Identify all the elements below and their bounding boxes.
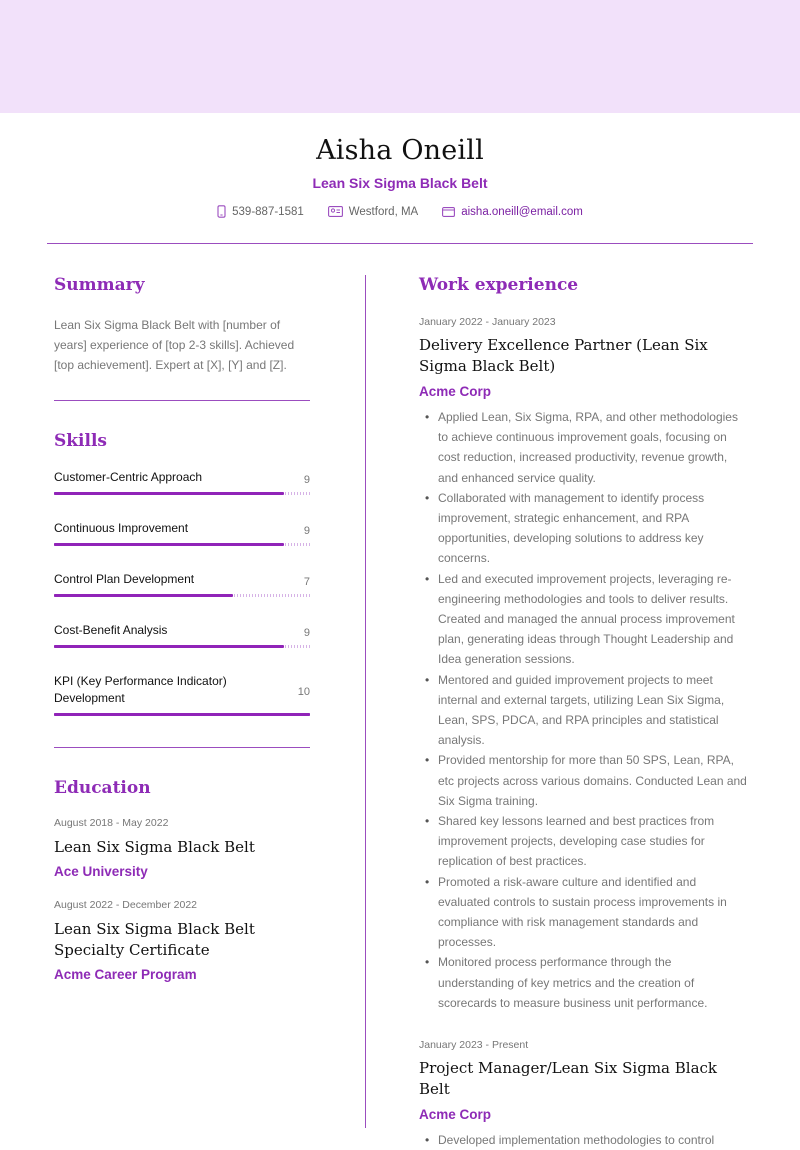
job-bullet: • Shared key lessons learned and best practices from improvement projects, developing case studies for replication of best practices. — [419, 811, 749, 872]
job-title: Delivery Excellence Partner (Lean Six Sigma Black Belt) — [419, 336, 708, 375]
skill-bar-fill — [54, 713, 310, 716]
skill-item — [54, 469, 310, 495]
contact-location — [328, 205, 418, 218]
skill-score: 9 — [303, 627, 310, 639]
header-band — [0, 0, 800, 113]
education-item — [54, 817, 310, 879]
skill-score: 7 — [303, 576, 310, 588]
job-date: January 2023 - Present — [419, 1039, 529, 1052]
job-company: Acme Corp — [419, 384, 492, 399]
email-link[interactable]: aisha.oneill@email.com — [461, 205, 583, 218]
phone-number: 539-887-1581 — [232, 205, 304, 218]
education-school: Ace University — [54, 864, 148, 879]
skill-name: Customer-Centric Approach — [54, 470, 203, 484]
skill-item — [54, 571, 310, 597]
job-title: Project Manager/Lean Six Sigma Black Belt — [419, 1059, 718, 1099]
skill-item — [54, 673, 310, 716]
job-bullet: • Led and executed improvement projects, leveraging re-engineering methodologies and tools to deliver results. Created and managed the annual process improvement plan, generating ideas through Thought Leadership and Idea generation sessions. — [419, 569, 749, 670]
column-divider — [365, 275, 366, 1128]
education-degree: Lean Six Sigma Black Belt Specialty Certificate — [54, 920, 255, 959]
skill-bar-fill — [54, 594, 233, 597]
job-entry — [419, 1039, 749, 1150]
job-bullet: • Collaborated with management to identify process improvement, strategic enhancement, and RPA opportunities, developing solutions to address key concerns. — [419, 488, 749, 569]
right-column — [419, 275, 749, 1150]
education-item — [54, 899, 310, 982]
job-entry — [419, 316, 749, 1013]
resume-header — [0, 113, 800, 218]
skill-name: Cost-Benefit Analysis — [54, 623, 168, 637]
job-bullets — [419, 1130, 749, 1150]
candidate-title: Lean Six Sigma Black Belt — [312, 175, 488, 191]
skill-bar-fill — [54, 543, 284, 546]
skill-score: 10 — [297, 686, 310, 698]
header-divider — [47, 243, 753, 244]
summary-text: Lean Six Sigma Black Belt with [number of years] experience of [top 2-3 skills]. Achieved [top achievement]. Expert at [X], [Y] and [Z]. — [54, 318, 295, 372]
skill-item — [54, 520, 310, 546]
contact-email[interactable] — [442, 205, 583, 218]
location-text: Westford, MA — [348, 205, 419, 218]
skill-name: Control Plan Development — [54, 572, 195, 586]
work-heading: Work experience — [419, 275, 579, 295]
education-date: August 2018 - May 2022 — [54, 817, 169, 829]
skill-name: KPI (Key Performance Indicator) Development — [54, 674, 227, 705]
summary-heading: Summary — [54, 275, 145, 295]
skill-bar — [54, 713, 310, 716]
skill-bar-fill — [54, 492, 284, 495]
skills-divider — [54, 747, 310, 748]
job-date: January 2022 - January 2023 — [419, 316, 556, 328]
skill-score: 9 — [303, 525, 310, 537]
job-bullet: • Applied Lean, Six Sigma, RPA, and other methodologies to achieve continuous improvement goals, focusing on cost reduction, increased productivity, revenue growth, and enhanced service quality. — [419, 407, 749, 488]
skill-score: 9 — [303, 474, 310, 486]
skill-bar — [54, 645, 310, 648]
job-bullet: • Monitored process performance through the understanding of key metrics and the creation of scorecards to measure business unit performance. — [419, 952, 749, 1013]
job-bullet: • Promoted a risk-aware culture and identified and evaluated controls to sustain process improvements in compliance with risk management standards and processes. — [419, 872, 749, 953]
job-bullet: • Mentored and guided improvement projects to meet internal and external targets, utilizing Lean Six Sigma, Lean, SPS, PDCA, and RPA principles and statistical analysis. — [419, 670, 749, 751]
job-bullets — [419, 407, 749, 1013]
contact-bar — [0, 205, 800, 218]
education-date: August 2022 - December 2022 — [54, 899, 198, 911]
left-column — [54, 275, 310, 982]
email-icon — [442, 207, 455, 217]
location-icon — [328, 206, 343, 217]
education-degree: Lean Six Sigma Black Belt — [54, 838, 255, 856]
skill-bar — [54, 492, 310, 495]
skill-bar — [54, 543, 310, 546]
contact-phone — [217, 205, 304, 218]
candidate-name: Aisha Oneill — [316, 135, 484, 166]
job-company: Acme Corp — [419, 1107, 492, 1123]
skill-name: Continuous Improvement — [54, 521, 189, 535]
job-bullet: • Provided mentorship for more than 50 SPS, Lean, RPA, etc projects across various domains. Conducted Lean and Six Sigma training. — [419, 750, 749, 811]
skill-bar-fill — [54, 645, 284, 648]
education-heading: Education — [54, 778, 151, 798]
education-school: Acme Career Program — [54, 967, 197, 982]
skill-item — [54, 622, 310, 648]
skills-heading: Skills — [54, 431, 108, 451]
phone-icon — [217, 205, 226, 218]
summary-divider — [54, 400, 310, 401]
job-bullet: • Developed implementation methodologies to control — [419, 1130, 749, 1150]
skill-bar — [54, 594, 310, 597]
